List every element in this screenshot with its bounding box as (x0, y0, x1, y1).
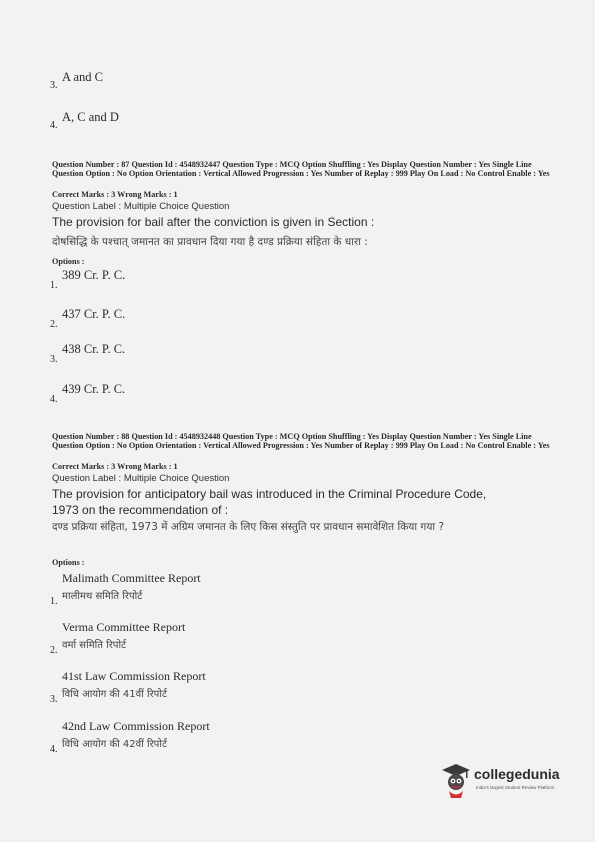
option-text-hi: मालीमथ समिति रिपोर्ट (62, 591, 143, 602)
question-label-87: Question Label : Multiple Choice Question (52, 201, 230, 212)
option-number: 3. (50, 354, 58, 365)
option-text: 437 Cr. P. C. (62, 307, 126, 321)
question-meta-87: Question Number : 87 Question Id : 4548932447 Question Type : MCQ Option Shuffling : Yes Display Question Number : Yes Single Line Question Option : No Option Orientation : Vertical Allowed Progression : Yes Number of Replay : 999 Play On Load : No Control Enable : Yes (52, 160, 550, 178)
option-number: 1. (50, 280, 58, 291)
option-text: 389 Cr. P. C. (62, 268, 126, 282)
question-meta-88: Question Number : 88 Question Id : 4548932448 Question Type : MCQ Option Shuffling : Yes Display Question Number : Yes Single Line Question Option : No Option Orientation : Vertical Allowed Progression : Yes Number of Replay : 999 Play On Load : No Control Enable : Yes (52, 432, 550, 450)
question-text-en-88: The provision for anticipatory bail was introduced in the Criminal Procedure Code, 1973 on the recommendation of : (52, 487, 487, 517)
option-number: 4. (50, 120, 58, 131)
marks-87: Correct Marks : 3 Wrong Marks : 1 (52, 190, 178, 199)
collegedunia-logo (440, 760, 560, 800)
option-text-en: Verma Committee Report (62, 620, 186, 634)
option-text-hi: विधि आयोग की 42वीं रिपोर्ट (62, 739, 167, 750)
option-text-en: 42nd Law Commission Report (62, 719, 210, 733)
options-label-87: Options : (52, 257, 85, 266)
question-label-88: Question Label : Multiple Choice Question (52, 473, 230, 484)
option-text-hi: वर्मा समिति रिपोर्ट (62, 640, 127, 651)
option-text-en: 41st Law Commission Report (62, 669, 206, 683)
question-text-en-87: The provision for bail after the conviction is given in Section : (52, 215, 375, 229)
option-text-hi: विधि आयोग की 41वीं रिपोर्ट (62, 689, 167, 700)
option-text: A and C (62, 70, 103, 84)
option-text: 438 Cr. P. C. (62, 342, 126, 356)
option-number: 4. (50, 394, 58, 405)
marks-88: Correct Marks : 3 Wrong Marks : 1 (52, 462, 178, 471)
options-label-88: Options : (52, 558, 85, 567)
option-number: 4. (50, 744, 58, 755)
graduate-mascot-icon (440, 760, 470, 800)
logo-tagline: India's largest Student Review Platform (476, 785, 555, 790)
option-number: 3. (50, 80, 58, 91)
question-text-hi-87: दोषसिद्धि के पश्चात् जमानत का प्रावधान दिया गया है दण्ड प्रक्रिया संहिता के धारा : (52, 236, 368, 248)
option-number: 1. (50, 596, 58, 607)
logo-brand-text: collegedunia (474, 766, 560, 782)
option-text: 439 Cr. P. C. (62, 382, 126, 396)
question-text-hi-88: दण्ड प्रक्रिया संहिता, 1973 में अग्रिम जमानत के लिए किस संस्तुति पर प्रावधान समावेशित किया गया ? (52, 521, 445, 533)
option-text: A, C and D (62, 110, 119, 124)
option-number: 2. (50, 645, 58, 656)
option-number: 2. (50, 319, 58, 330)
option-number: 3. (50, 694, 58, 705)
option-text-en: Malimath Committee Report (62, 571, 201, 585)
